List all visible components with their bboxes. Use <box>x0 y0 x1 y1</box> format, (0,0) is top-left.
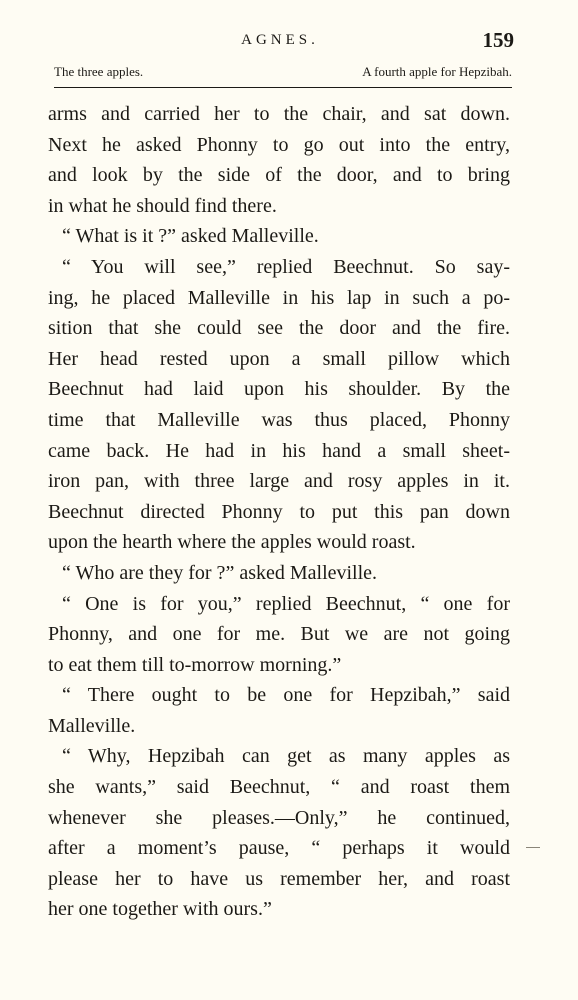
text-line: came back. He had in his hand a small sheet- <box>48 439 510 462</box>
text-line: in what he should find there. <box>48 194 277 217</box>
text-line: time that Malleville was thus placed, Phonny <box>48 408 510 431</box>
running-title: AGNES. <box>241 32 319 48</box>
subhead-left: The three apples. <box>54 64 144 79</box>
header-rule <box>54 87 512 88</box>
text-line: upon the hearth where the apples would roast. <box>48 531 416 554</box>
text-line: ing, he placed Malleville in his lap in such a po- <box>48 286 510 309</box>
text-line: after a moment’s pause, “ perhaps it would <box>48 837 510 860</box>
text-line: sition that she could see the door and the fire. <box>48 317 510 340</box>
text-line: Malleville. <box>48 714 136 737</box>
text-line: iron pan, with three large and rosy apples in it. <box>48 470 510 493</box>
running-head <box>48 28 512 54</box>
text-line: Her head rested upon a small pillow which <box>48 347 510 370</box>
text-line: Phonny, and one for me. But we are not going <box>48 623 510 646</box>
text-line: to eat them till to-morrow morning.” <box>48 653 342 676</box>
section-subhead <box>54 64 512 82</box>
body-text <box>48 99 510 925</box>
page-number: 159 <box>482 28 514 52</box>
text-line: “ One is for you,” replied Beechnut, “ one for <box>62 592 510 615</box>
text-line: “ Why, Hepzibah can get as many apples as <box>62 745 510 768</box>
text-line: Beechnut had laid upon his shoulder. By the <box>48 378 510 401</box>
margin-mark <box>526 847 540 848</box>
text-line: she wants,” said Beechnut, “ and roast them <box>48 776 510 799</box>
text-line: “ Who are they for ?” asked Malleville. <box>62 561 378 584</box>
text-line: whenever she pleases.—Only,” he continued, <box>48 806 510 829</box>
text-line: her one together with ours.” <box>48 898 272 921</box>
text-line: please her to have us remember her, and roast <box>48 867 510 890</box>
text-line: “ There ought to be one for Hepzibah,” said <box>62 684 510 707</box>
text-line: arms and carried her to the chair, and sat down. <box>48 103 510 125</box>
subhead-right: A fourth apple for Hepzibah. <box>362 64 512 79</box>
text-line: “ What is it ?” asked Malleville. <box>62 225 319 248</box>
text-line: “ You will see,” replied Beechnut. So say- <box>62 255 510 278</box>
text-line: Next he asked Phonny to go out into the entry, <box>48 133 510 156</box>
text-line: and look by the side of the door, and to bring <box>48 164 510 187</box>
text-line: Beechnut directed Phonny to put this pan down <box>48 500 510 523</box>
